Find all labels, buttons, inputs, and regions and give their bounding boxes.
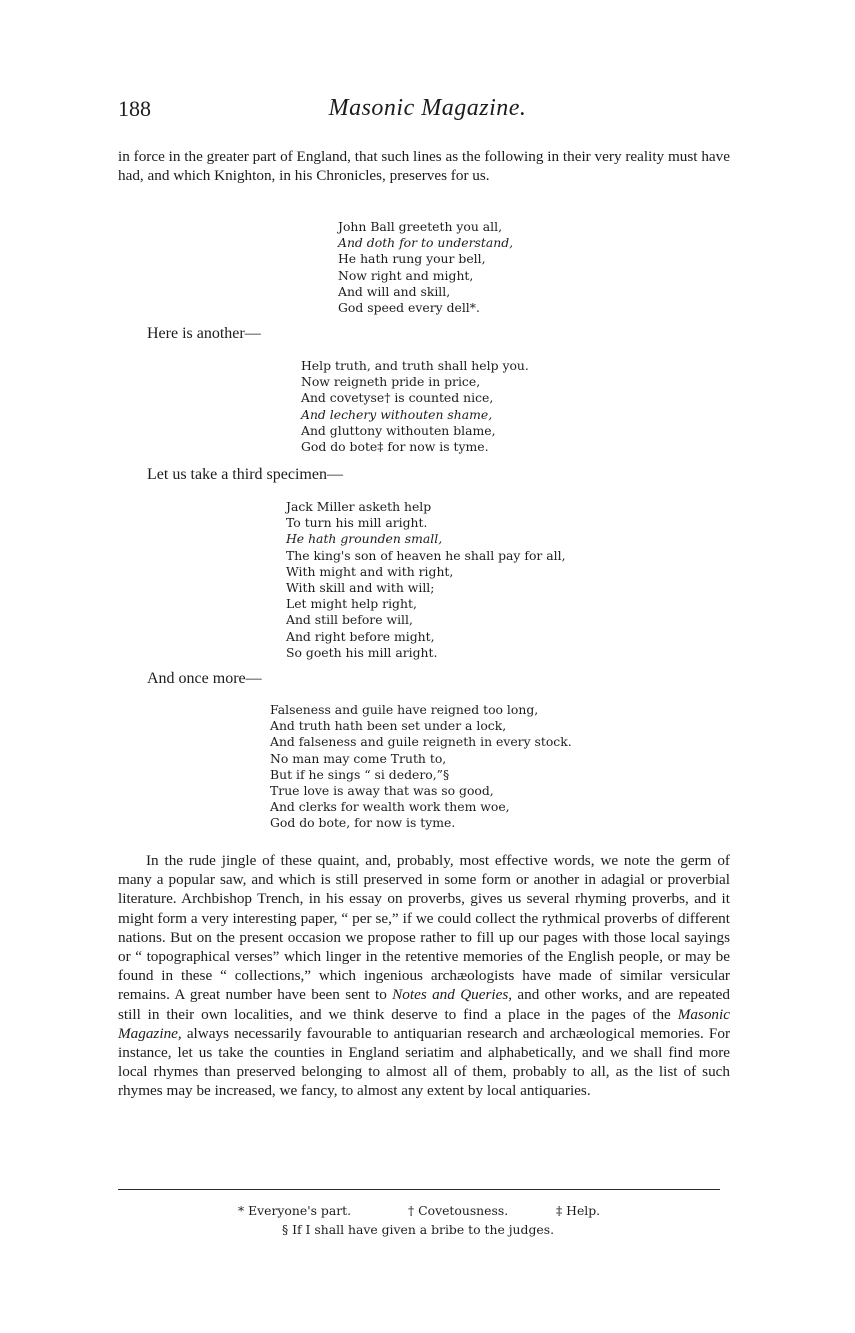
footnote-help: ‡ Help. [556, 1203, 601, 1218]
poem-line: With might and with right, [286, 563, 454, 579]
poem-line: And right before might, [286, 628, 435, 644]
poem-line: God do bote‡ for now is tyme. [301, 439, 489, 455]
poem-line: But if he sings “ si dedero,”§ [270, 766, 450, 782]
poem-line: And falseness and guile reigneth in every stock. [270, 734, 572, 750]
lead-once-more: And once more— [147, 670, 262, 687]
poem-line: So goeth his mill aright. [286, 644, 438, 660]
lead-here-is-another: Here is another— [147, 325, 261, 342]
poem-line: God do bote, for now is tyme. [270, 815, 456, 831]
poem-line: Help truth, and truth shall help you. [301, 358, 529, 373]
paragraph-italic-title: Masonic Magazine, [118, 1005, 730, 1042]
poem-line: And still before will, [286, 612, 413, 628]
poem-line: And will and skill, [338, 283, 451, 299]
footnote-divider [118, 1189, 720, 1190]
poem-line: To turn his mill aright. [286, 515, 428, 531]
poem-line: God speed every dell*. [338, 300, 480, 316]
poem-help-truth [301, 358, 529, 455]
footnote-everyone: * Everyone's part. [238, 1203, 352, 1218]
main-paragraph [118, 851, 730, 1101]
poem-line: And covetyse† is counted nice, [301, 390, 494, 406]
running-title: Masonic Magazine. [328, 95, 527, 121]
poem-line: Jack Miller asketh help [286, 499, 432, 514]
paragraph-text: always necessarily favourable to antiquarian research and archæological memories. For instance, let us take the counties in England seriatim and alphabetically, and we shall find more local rhymes than preserved belonging to almost all of them, probably to all, as the list of such rhymes may be increased, we fancy, to almost any extent by local antiquaries. [118, 1024, 730, 1100]
intro-paragraph: in force in the greater part of England, that such lines as the following in their very reality must have had, and which Knighton, in his Chronicles, preserves for us. [118, 148, 730, 185]
page-number: 188 [118, 96, 151, 121]
lead-third-specimen: Let us take a third specimen— [147, 466, 343, 483]
poem-line: He hath grounden small, [286, 531, 443, 547]
poem-jack-miller [286, 499, 566, 661]
poem-line: John Ball greeteth you all, [338, 219, 503, 234]
poem-line: The king's son of heaven he shall pay for all, [286, 547, 566, 563]
poem-line: Now reigneth pride in price, [301, 374, 481, 390]
poem-line: And doth for to understand, [338, 235, 514, 251]
poem-line: And lechery withouten shame, [301, 406, 493, 422]
poem-line: Falseness and guile have reigned too long, [270, 702, 539, 717]
footnote-bribe: § If I shall have given a bribe to the judges. [282, 1222, 555, 1237]
poem-line: And clerks for wealth work them woe, [270, 799, 510, 815]
poem-line: True love is away that was so good, [270, 783, 494, 799]
poem-line: No man may come Truth to, [270, 750, 447, 766]
poem-line: Now right and might, [338, 267, 474, 283]
paragraph-text: In the rude jingle of these quaint, and, probably, most effective words, we note the germ of many a popular saw, and which is still preserved in some form or another in adagial or proverbial literature. Archbishop Trench, in his essay on proverbs, gives us several rhyming proverbs, and it might form a very interesting paper, “ per se,” if we could collect the rythmical proverbs of different nations. But on the present occasion we propose rather to fill up our pages with those local sayings or “ topographical verses” which linger in the retentive memories of the English people, or may be found in these “ collections,” which ingenious archæologists have made of similar versicular remains. A great number have been sent to [118, 852, 730, 1004]
poem-falseness [270, 702, 572, 832]
footnote-covetousness: † Covetousness. [408, 1203, 509, 1218]
poem-line: And truth hath been set under a lock, [270, 718, 507, 734]
paragraph-italic-title: Notes and Queries, [392, 986, 513, 1004]
paragraph-text: and other works, and are repeated still in their own localities, and we think deserve to find a place in the pages of the [118, 986, 730, 1023]
poem-line: Let might help right, [286, 596, 417, 612]
poem-john-ball [338, 219, 513, 316]
poem-line: With skill and with will; [286, 580, 435, 596]
poem-line: And gluttony withouten blame, [301, 422, 496, 438]
poem-line: He hath rung your bell, [338, 251, 486, 267]
